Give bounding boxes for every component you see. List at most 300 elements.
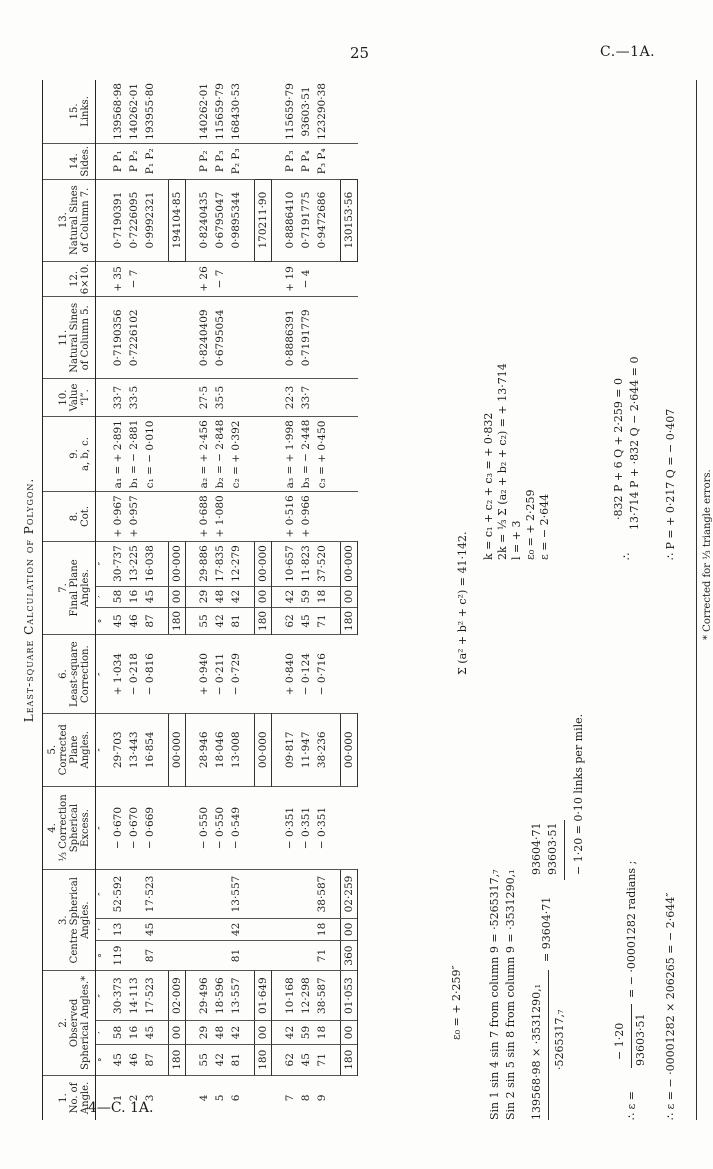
table-cell: 59 <box>298 1021 314 1044</box>
table-cell: 180 <box>169 607 186 635</box>
table-cell: 45 <box>298 1044 314 1075</box>
table-cell: 35·5 <box>212 379 228 416</box>
table-cell: 180 <box>255 607 272 635</box>
difference-line: − 1·20 = 0·10 links per mile. <box>572 713 585 875</box>
table-cell <box>142 297 158 379</box>
table-row <box>212 80 228 1120</box>
sin-line-2: Sin 2 sin 5 sin 8 from column 9 = ·3531290,₁ <box>504 869 517 1120</box>
table-cell <box>341 635 358 714</box>
table-cell: − 0·670 <box>126 786 142 870</box>
table-cell: 00 <box>169 586 186 607</box>
table-cell: P P₁ <box>110 143 126 179</box>
table-cell: 0·7226102 <box>126 297 142 379</box>
table-cell: 45 <box>110 607 126 635</box>
unit-cell: ″ <box>96 635 111 714</box>
table-cell: 0·9992321 <box>142 179 158 261</box>
table-cell: − 0·716 <box>314 635 330 714</box>
table-cell: P₁ P₂ <box>142 143 158 179</box>
table-cell <box>169 918 186 940</box>
table-cell: 29·703 <box>110 713 126 786</box>
table-cell <box>126 918 142 940</box>
table-cell: 42 <box>282 586 298 607</box>
table-cell <box>212 870 228 918</box>
unit-cell: ′ <box>96 1021 111 1044</box>
table-cell: 29 <box>196 1021 212 1044</box>
table-row <box>142 80 158 1120</box>
table-cell <box>169 379 186 416</box>
table-cell: − 0·351 <box>314 786 330 870</box>
table-cell <box>341 80 358 143</box>
table-cell: b₁ = − 2·881 <box>126 416 142 492</box>
table-cell <box>126 941 142 971</box>
table-cell: 42 <box>228 918 244 940</box>
column-header-4 <box>43 786 96 870</box>
table-cell: 17·523 <box>142 970 158 1020</box>
table-cell: + 0·940 <box>196 635 212 714</box>
table-cell: 5 <box>214 1094 226 1102</box>
column-number: 11. <box>58 329 69 346</box>
table-cell: 00·000 <box>169 541 186 586</box>
column-number: 4. <box>47 823 58 833</box>
table-cell: + 0·516 <box>282 492 298 541</box>
table-cell <box>255 918 272 940</box>
table-cell <box>282 941 298 971</box>
signature-mark: 4—C. 1A. <box>88 1100 154 1116</box>
solution-line: ∴ P = + 0·217 Q = − 0·407 <box>664 408 677 560</box>
table-cell: P₂ P₃ <box>228 143 244 179</box>
column-label: Sides. <box>80 145 91 177</box>
table-cell: 71 <box>314 1044 330 1075</box>
table-cell: 0·8240409 <box>196 297 212 379</box>
k-line-4: ε₀ = + 2·259 <box>524 489 537 560</box>
sigma-note: Σ (a² + b² + c²) = 41·142. <box>456 531 469 675</box>
sin-line-1: Sin 1 sin 4 sin 7 from column 9 = ·5265317,₇ <box>488 869 501 1120</box>
table-cell <box>341 492 358 541</box>
column-number: 10. <box>58 389 69 406</box>
e0-note: ε₀ = + 2·259″ <box>450 965 463 1040</box>
table-cell <box>255 80 272 143</box>
column-label: Final Plane Angles. <box>69 559 91 617</box>
table-cell <box>126 870 142 918</box>
table-cell <box>255 786 272 870</box>
table-cell: 1 <box>112 1094 124 1102</box>
table-cell: 180 <box>341 1044 358 1075</box>
table-cell: 29·496 <box>196 970 212 1020</box>
table-cell <box>169 80 186 143</box>
table-cell: 0·9895344 <box>228 179 244 261</box>
table-cell: 38·587 <box>314 970 330 1020</box>
table-cell <box>341 379 358 416</box>
table-cell: 42 <box>282 1021 298 1044</box>
table-title: Least-square Calculation of Polygon. <box>22 477 36 723</box>
table-cell <box>255 416 272 492</box>
unit-cell <box>96 297 111 379</box>
table-cell: 81 <box>228 607 244 635</box>
table-cell: − 0·670 <box>110 786 126 870</box>
table-cell: a₂ = + 2·456 <box>196 416 212 492</box>
table-cell: 9 <box>316 1094 328 1102</box>
column-label: 6×10. <box>80 263 91 295</box>
column-label: Cot. <box>80 505 91 527</box>
table-cell <box>255 143 272 179</box>
table-cell: − 0·729 <box>228 635 244 714</box>
table-cell <box>282 918 298 940</box>
table-cell: 18·596 <box>212 970 228 1020</box>
table-cell: 13·443 <box>126 713 142 786</box>
table-cell <box>341 1075 358 1120</box>
unit-cell <box>96 416 111 492</box>
table-cell: 17·523 <box>142 870 158 918</box>
table-cell <box>255 379 272 416</box>
table-cell: 46 <box>126 1044 142 1075</box>
epsilon-denominator: 93603·51 <box>634 1013 647 1066</box>
column-label: Value “l”. <box>69 383 91 412</box>
table-cell: 3 <box>144 1094 156 1102</box>
table-cell <box>255 870 272 918</box>
unit-cell: ″ <box>96 786 111 870</box>
table-row <box>314 80 330 1120</box>
table-cell: − 0·550 <box>196 786 212 870</box>
column-number: 7. <box>58 583 69 593</box>
table-cell <box>341 143 358 179</box>
table-cell <box>169 492 186 541</box>
table-cell: 00 <box>341 1021 358 1044</box>
table-cell <box>341 297 358 379</box>
table-row <box>196 80 212 1120</box>
unit-cell: ° <box>96 607 111 635</box>
table-cell: 0·6795054 <box>212 297 228 379</box>
table-cell: 0·6795047 <box>212 179 228 261</box>
table-cell <box>255 297 272 379</box>
table-cell <box>228 297 244 379</box>
table-row <box>228 80 244 1120</box>
table-cell: 16 <box>126 586 142 607</box>
column-label: Corrected Plane Angles. <box>58 724 91 776</box>
unit-cell <box>96 379 111 416</box>
table-cell: 46 <box>126 607 142 635</box>
table-cell <box>314 261 330 297</box>
unit-cell: ° <box>96 1044 111 1075</box>
table-cell <box>255 1075 272 1120</box>
table-cell: 58 <box>110 586 126 607</box>
table-cell <box>142 492 158 541</box>
table-cell: 18·046 <box>212 713 228 786</box>
table-cell: 130153·56 <box>341 179 358 261</box>
table-cell <box>142 261 158 297</box>
table-cell: 71 <box>314 941 330 971</box>
table-cell <box>212 918 228 940</box>
table-cell: 0·8886391 <box>282 297 298 379</box>
column-number: 6. <box>58 669 69 679</box>
table-cell: − 0·211 <box>212 635 228 714</box>
k-line-5: ε = − 2·644 <box>538 493 551 560</box>
column-header-14 <box>43 143 96 179</box>
table-cell: 00·000 <box>341 713 358 786</box>
table-cell: 00·000 <box>169 713 186 786</box>
column-number: 1. <box>58 1093 69 1103</box>
table-cell: 16·038 <box>142 541 158 586</box>
column-header-5 <box>43 713 96 786</box>
column-label: No. of Angle. <box>69 1081 91 1115</box>
table-cell: 13·557 <box>228 970 244 1020</box>
table-cell: + 1·034 <box>110 635 126 714</box>
table-cell: 115659·79 <box>282 80 298 143</box>
table-cell: 00 <box>169 1021 186 1044</box>
table-cell: 16 <box>126 1021 142 1044</box>
table-cell: 140262·01 <box>196 80 212 143</box>
table-cell: 09·817 <box>282 713 298 786</box>
table-cell: 00·000 <box>255 541 272 586</box>
table-cell <box>169 261 186 297</box>
unit-cell <box>96 80 111 143</box>
table-cell: 87 <box>142 607 158 635</box>
column-label: a, b, c. <box>80 437 91 471</box>
unit-cell: ″ <box>96 870 111 918</box>
table-cell <box>255 492 272 541</box>
unit-cell <box>96 492 111 541</box>
table-cell: 38·587 <box>314 870 330 918</box>
column-label: Natural Sines of Column 7. <box>69 185 91 256</box>
table-cell: 18 <box>314 586 330 607</box>
table-cell: 01·053 <box>341 970 358 1020</box>
fraction-result: = 93604·71 <box>540 896 553 962</box>
table-cell: 87 <box>142 1044 158 1075</box>
column-header-13 <box>43 179 96 261</box>
table-cell: 0·7226095 <box>126 179 142 261</box>
column-header-2 <box>43 970 96 1075</box>
table-cell: 7 <box>284 1094 296 1102</box>
table-cell: 12·298 <box>298 970 314 1020</box>
column-number: 5. <box>47 744 58 755</box>
table-cell: 194104·85 <box>169 179 186 261</box>
table-cell: 62 <box>282 607 298 635</box>
table-cell <box>298 941 314 971</box>
table-cell: 93603·51 <box>298 80 314 143</box>
table-cell: + 0·688 <box>196 492 212 541</box>
table-cell: b₂ = − 2·848 <box>212 416 228 492</box>
table-cell <box>298 918 314 940</box>
table-cell: 13·225 <box>126 541 142 586</box>
table-row <box>298 80 314 1120</box>
table-cell <box>169 1075 186 1120</box>
table-cell: 29 <box>196 586 212 607</box>
column-header-9 <box>43 416 96 492</box>
table-cell <box>282 870 298 918</box>
table-cell: 00·000 <box>341 541 358 586</box>
table-cell: 42 <box>228 586 244 607</box>
table-cell <box>341 786 358 870</box>
unit-cell: ″ <box>96 970 111 1020</box>
table-cell: + 0·840 <box>282 635 298 714</box>
epsilon-lead: ∴ ε = <box>625 1091 638 1120</box>
unit-cell <box>96 143 111 179</box>
table-cell <box>228 379 244 416</box>
table-cell <box>255 635 272 714</box>
table-cell: 180 <box>255 1044 272 1075</box>
table-cell: 62 <box>282 1044 298 1075</box>
table-cell: 10·657 <box>282 541 298 586</box>
table-cell: 01·649 <box>255 970 272 1020</box>
table-cell <box>212 941 228 971</box>
table-cell: − 0·816 <box>142 635 158 714</box>
table-cell: 13·557 <box>228 870 244 918</box>
epsilon-seconds: ∴ ε = − ·00001282 × 206265 = − 2·644″ <box>664 892 677 1120</box>
table-cell: 33·5 <box>126 379 142 416</box>
table-cell: 4 <box>198 1094 210 1102</box>
therefore-symbol: ∴ <box>620 553 633 560</box>
column-label: Observed Spherical Angles.* <box>69 975 91 1070</box>
table-cell: 55 <box>196 607 212 635</box>
table-cell: − 7 <box>126 261 142 297</box>
table-cell: c₁ = − 0·010 <box>142 416 158 492</box>
table-cell: P₃ P₄ <box>314 143 330 179</box>
column-number: 3. <box>58 915 69 925</box>
table-cell: 193955·80 <box>142 80 158 143</box>
unit-cell <box>96 179 111 261</box>
column-number: 13. <box>58 212 69 229</box>
table-cell: 10·168 <box>282 970 298 1020</box>
table-cell: 45 <box>142 918 158 940</box>
table-cell <box>142 379 158 416</box>
table-cell: 00 <box>255 1021 272 1044</box>
column-number: 15. <box>69 103 80 120</box>
table-cell <box>169 786 186 870</box>
table-cell: 02·259 <box>341 870 358 918</box>
column-label: Centre Spherical Angles. <box>69 877 91 964</box>
table-cell: 0·7190391 <box>110 179 126 261</box>
unit-cell: ′ <box>96 918 111 940</box>
column-header-3 <box>43 870 96 971</box>
table-cell: 0·7191775 <box>298 179 314 261</box>
table-cell: 48 <box>212 1021 228 1044</box>
k-line-1: k = c₁ + c₂ + c₃ = + 0·832 <box>482 412 495 560</box>
column-header-15 <box>43 80 96 143</box>
table-cell: 00·000 <box>255 713 272 786</box>
sum-row <box>341 80 358 1120</box>
table-cell: + 0·966 <box>298 492 314 541</box>
table-cell: 02·009 <box>169 970 186 1020</box>
column-number: 2. <box>58 1018 69 1028</box>
table-row <box>110 80 126 1120</box>
table-cell <box>228 261 244 297</box>
table-cell: 11·947 <box>298 713 314 786</box>
table-cell: 180 <box>169 1044 186 1075</box>
table-cell: + 0·967 <box>110 492 126 541</box>
table-cell: 115659·79 <box>212 80 228 143</box>
epsilon-result: = − ·00001282 radians ; <box>625 860 638 998</box>
table-cell: 119 <box>110 941 126 971</box>
table-cell: 140262·01 <box>126 80 142 143</box>
table-cell: 42 <box>228 1021 244 1044</box>
table-cell: 48 <box>212 586 228 607</box>
table-cell: − 0·669 <box>142 786 158 870</box>
table-cell: 37·520 <box>314 541 330 586</box>
column-label: Natural Sines of Column 5. <box>69 302 91 373</box>
footnote: * Corrected for ⅓ triangle errors. <box>702 469 713 640</box>
table-cell <box>169 297 186 379</box>
table-cell <box>196 918 212 940</box>
fraction-denominator: ·5265317,₇ <box>553 1009 566 1070</box>
table-cell: 12·279 <box>228 541 244 586</box>
column-label: Links. <box>80 96 91 127</box>
table-cell: 45 <box>110 1044 126 1075</box>
normal-equation-2: 13·714 P + ·832 Q − 2·644 = 0 <box>628 356 641 530</box>
column-number: 9. <box>69 449 80 459</box>
table-cell: − 0·550 <box>212 786 228 870</box>
table-cell: 87 <box>142 941 158 971</box>
table-cell: 28·946 <box>196 713 212 786</box>
table-cell: 71 <box>314 607 330 635</box>
table-cell: 168430·53 <box>228 80 244 143</box>
table-cell: 45 <box>142 1021 158 1044</box>
table-cell <box>255 261 272 297</box>
table-cell: P P₂ <box>196 143 212 179</box>
k-line-3: l = + 3 <box>510 520 523 560</box>
rotated-table-region <box>20 80 713 1120</box>
table-cell: 81 <box>228 1044 244 1075</box>
column-number: 14. <box>69 153 80 170</box>
table-cell <box>196 941 212 971</box>
table-cell: 45 <box>142 586 158 607</box>
fraction-numerator: 139568·98 × ·3531290,₁ <box>530 983 543 1120</box>
table-cell: 17·835 <box>212 541 228 586</box>
table-row <box>282 80 298 1120</box>
table-cell <box>298 870 314 918</box>
table-cell: − 4 <box>298 261 314 297</box>
page-number: 25 <box>350 44 370 62</box>
table-cell: a₁ = + 2·891 <box>110 416 126 492</box>
table-cell: 139568·98 <box>110 80 126 143</box>
unit-cell: ° <box>96 941 111 971</box>
table-cell: a₃ = + 1·998 <box>282 416 298 492</box>
table-cell: − 0·351 <box>282 786 298 870</box>
column-header-7 <box>43 541 96 635</box>
table-cell <box>314 492 330 541</box>
table-cell: 0·8240435 <box>196 179 212 261</box>
unit-cell: ″ <box>96 541 111 586</box>
column-header-12 <box>43 261 96 297</box>
table-cell: − 0·124 <box>298 635 314 714</box>
table-cell <box>169 143 186 179</box>
table-cell: P P₂ <box>126 143 142 179</box>
table-cell <box>169 635 186 714</box>
column-header-8 <box>43 492 96 541</box>
table-cell: 00 <box>341 586 358 607</box>
table-cell: 55 <box>196 1044 212 1075</box>
unit-cell <box>96 261 111 297</box>
table-row <box>126 80 142 1120</box>
table-cell: 8 <box>300 1094 312 1102</box>
table-cell: + 35 <box>110 261 126 297</box>
document-reference: C.—1A. <box>600 44 656 60</box>
table-cell: 00 <box>341 918 358 940</box>
table-cell <box>169 870 186 918</box>
epsilon-numerator: − 1·20 <box>613 1022 626 1060</box>
table-cell: c₃ = + 0·450 <box>314 416 330 492</box>
table-cell: 18 <box>314 918 330 940</box>
table-cell: + 26 <box>196 261 212 297</box>
table-cell: − 0·549 <box>228 786 244 870</box>
column-number: 8. <box>69 511 80 522</box>
table-cell: P P₃ <box>212 143 228 179</box>
table-cell: − 0·218 <box>126 635 142 714</box>
table-cell: 6 <box>230 1094 242 1102</box>
table-cell: 16·854 <box>142 713 158 786</box>
table-cell <box>314 297 330 379</box>
table-cell: 33·7 <box>110 379 126 416</box>
table-cell: − 7 <box>212 261 228 297</box>
column-label: Least-square Correction. <box>69 641 91 707</box>
